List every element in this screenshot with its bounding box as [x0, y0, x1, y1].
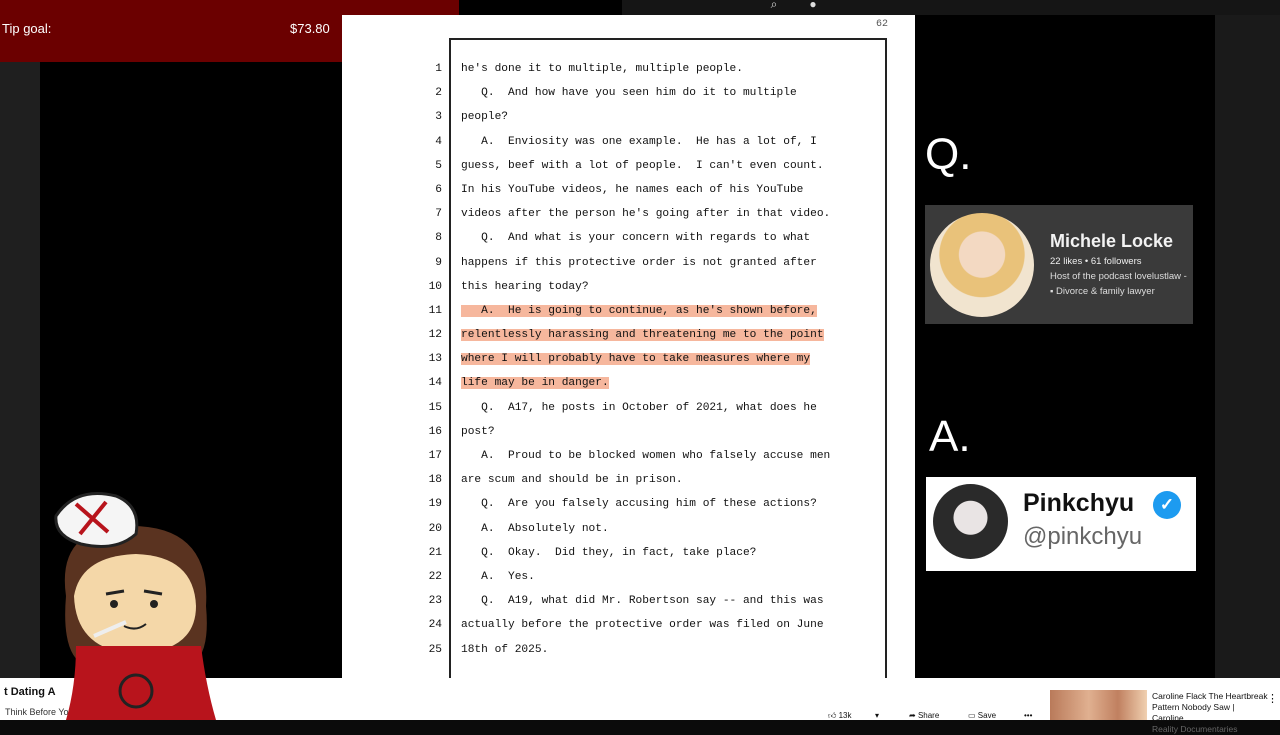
- line-number: 6: [435, 183, 442, 196]
- transcript-line: [342, 130, 915, 154]
- top-toolbar: [622, 0, 1280, 15]
- thumbs-down-icon: ▾: [875, 711, 880, 720]
- line-number: 13: [428, 353, 442, 366]
- transcript-line: [342, 420, 915, 444]
- like-button[interactable]: 👍︎ 13k: [828, 711, 852, 720]
- transcript-line: [342, 251, 915, 275]
- line-text: A. Enviosity was one example. He has a lot of, I: [461, 135, 817, 148]
- transcript-line: [342, 613, 915, 637]
- line-number: 12: [428, 329, 442, 342]
- questioner-category: ▪ Divorce & family lawyer: [1050, 286, 1155, 297]
- recommended-thumbnail[interactable]: [1050, 690, 1147, 720]
- avatar: [930, 213, 1034, 317]
- line-number: 7: [435, 208, 442, 221]
- transcript-line: [342, 541, 915, 565]
- page-border-top: [449, 38, 887, 40]
- line-number: 8: [435, 232, 442, 245]
- line-number: 25: [428, 643, 442, 656]
- line-number: 19: [428, 498, 442, 511]
- line-text: this hearing today?: [461, 280, 589, 293]
- highlighted-line-text: relentlessly harassing and threatening me to the point: [461, 329, 824, 342]
- line-text: actually before the protective order was filed on June: [461, 619, 824, 632]
- line-number: 11: [428, 304, 442, 317]
- line-number: 24: [428, 619, 442, 632]
- tip-goal-label: Tip goal:: [2, 21, 52, 36]
- questioner-stats: 22 likes • 61 followers: [1050, 256, 1142, 267]
- dislike-button[interactable]: [875, 709, 879, 723]
- line-text: Q. A19, what did Mr. Robertson say -- and this was: [461, 595, 824, 608]
- line-text: Q. Are you falsely accusing him of these actions?: [461, 498, 817, 511]
- microphone-icon[interactable]: ●: [809, 0, 817, 11]
- transcript-line: [342, 517, 915, 541]
- line-number: 22: [428, 570, 442, 583]
- line-number: 15: [428, 401, 442, 414]
- line-number: 3: [435, 111, 442, 124]
- transcript-line: [342, 638, 915, 662]
- line-number: 10: [428, 280, 442, 293]
- save-button[interactable]: ▭ Save: [968, 711, 997, 720]
- thumbs-up-icon: 👍︎: [828, 711, 839, 720]
- share-icon: ➦: [909, 711, 918, 720]
- check-badge-icon: ✓: [1153, 491, 1181, 519]
- answerer-profile-card: [926, 477, 1196, 571]
- answerer-name: Pinkchyu: [1023, 489, 1135, 517]
- line-text: A. Absolutely not.: [461, 522, 609, 535]
- channel-name[interactable]: Think Before Yo: [5, 707, 69, 717]
- line-text: are scum and should be in prison.: [461, 474, 683, 487]
- transcript-line: [342, 299, 915, 323]
- line-text: post?: [461, 425, 495, 438]
- transcript-line: [342, 589, 915, 613]
- line-text: videos after the person he's going after in that video.: [461, 208, 831, 221]
- recommended-video-title[interactable]: Caroline Flack The Heartbreak Pattern Nobody Saw | Caroline... Reality Documentaries: [1152, 691, 1268, 734]
- transcript-line: [342, 202, 915, 226]
- line-number: 2: [435, 87, 442, 100]
- line-number: 17: [428, 450, 442, 462]
- line-number: 23: [428, 595, 442, 608]
- questioner-name: Michele Locke: [1050, 231, 1174, 251]
- search-icon[interactable]: ⌕: [770, 0, 778, 11]
- line-text: A. Proud to be blocked women who falsely accuse men: [461, 450, 831, 462]
- highlighted-line-text: life may be in danger.: [461, 377, 609, 390]
- streamer-mascot-avatar: [36, 486, 236, 720]
- line-text: guess, beef with a lot of people. I can't even count.: [461, 159, 824, 172]
- transcript-line: [342, 347, 915, 371]
- transcript-line: [342, 57, 915, 81]
- line-text: 18th of 2025.: [461, 643, 549, 656]
- line-number: 1: [435, 63, 442, 75]
- transcript-line: [342, 396, 915, 420]
- line-number: 5: [435, 159, 442, 172]
- share-button[interactable]: ➦ Share: [909, 711, 940, 720]
- right-stripe: [1215, 0, 1280, 678]
- page-number: 62: [875, 19, 888, 30]
- transcript-line: [342, 371, 915, 395]
- answerer-handle: @pinkchyu: [1023, 523, 1143, 550]
- transcript-line: [342, 275, 915, 299]
- briefcase-icon: ▪: [1050, 286, 1057, 297]
- line-text: happens if this protective order is not granted after: [461, 256, 817, 269]
- transcript-page: [342, 15, 915, 678]
- line-number: 9: [435, 256, 442, 269]
- line-number: 21: [428, 546, 442, 559]
- line-text: Q. A17, he posts in October of 2021, what does he: [461, 401, 817, 414]
- highlighted-line-text: A. He is going to continue, as he's shown before,: [461, 304, 817, 317]
- left-stripe: [0, 62, 40, 678]
- questioner-profile-card: [925, 205, 1193, 324]
- video-title[interactable]: t Dating A: [4, 686, 56, 698]
- transcript-line: [342, 154, 915, 178]
- transcript-lines: [342, 57, 915, 662]
- save-icon: ▭: [968, 711, 978, 720]
- transcript-line: [342, 565, 915, 589]
- question-label: Q.: [925, 130, 972, 179]
- line-text: people?: [461, 111, 508, 124]
- transcript-line: [342, 444, 915, 468]
- line-number: 14: [428, 377, 442, 390]
- line-number: 16: [428, 425, 442, 438]
- transcript-line: [342, 105, 915, 129]
- line-text: Q. And how have you seen him do it to multiple: [461, 87, 797, 100]
- kebab-menu-icon[interactable]: ⋮: [1267, 693, 1278, 705]
- transcript-line: [342, 178, 915, 202]
- questioner-bio: Host of the podcast lovelustlaw -: [1050, 271, 1187, 282]
- line-text: Q. And what is your concern with regards to what: [461, 232, 811, 245]
- transcript-line: [342, 81, 915, 105]
- transcript-line: [342, 468, 915, 492]
- line-number: 18: [428, 474, 442, 487]
- transcript-line: [342, 323, 915, 347]
- line-number: 4: [435, 135, 442, 148]
- line-text: In his YouTube videos, he names each of his YouTube: [461, 183, 804, 196]
- line-number: 20: [428, 522, 442, 535]
- avatar: [933, 484, 1008, 559]
- transcript-line: [342, 492, 915, 516]
- transcript-line: [342, 226, 915, 250]
- highlighted-line-text: where I will probably have to take measures where my: [461, 353, 811, 366]
- line-text: he's done it to multiple, multiple people.: [461, 63, 743, 75]
- line-text: Q. Okay. Did they, in fact, take place?: [461, 546, 757, 559]
- line-text: A. Yes.: [461, 570, 535, 583]
- more-actions-button[interactable]: •••: [1024, 711, 1033, 720]
- tip-goal-current: $73.80: [290, 21, 330, 36]
- answer-label: A.: [929, 412, 971, 461]
- right-panel-background: [915, 0, 1215, 678]
